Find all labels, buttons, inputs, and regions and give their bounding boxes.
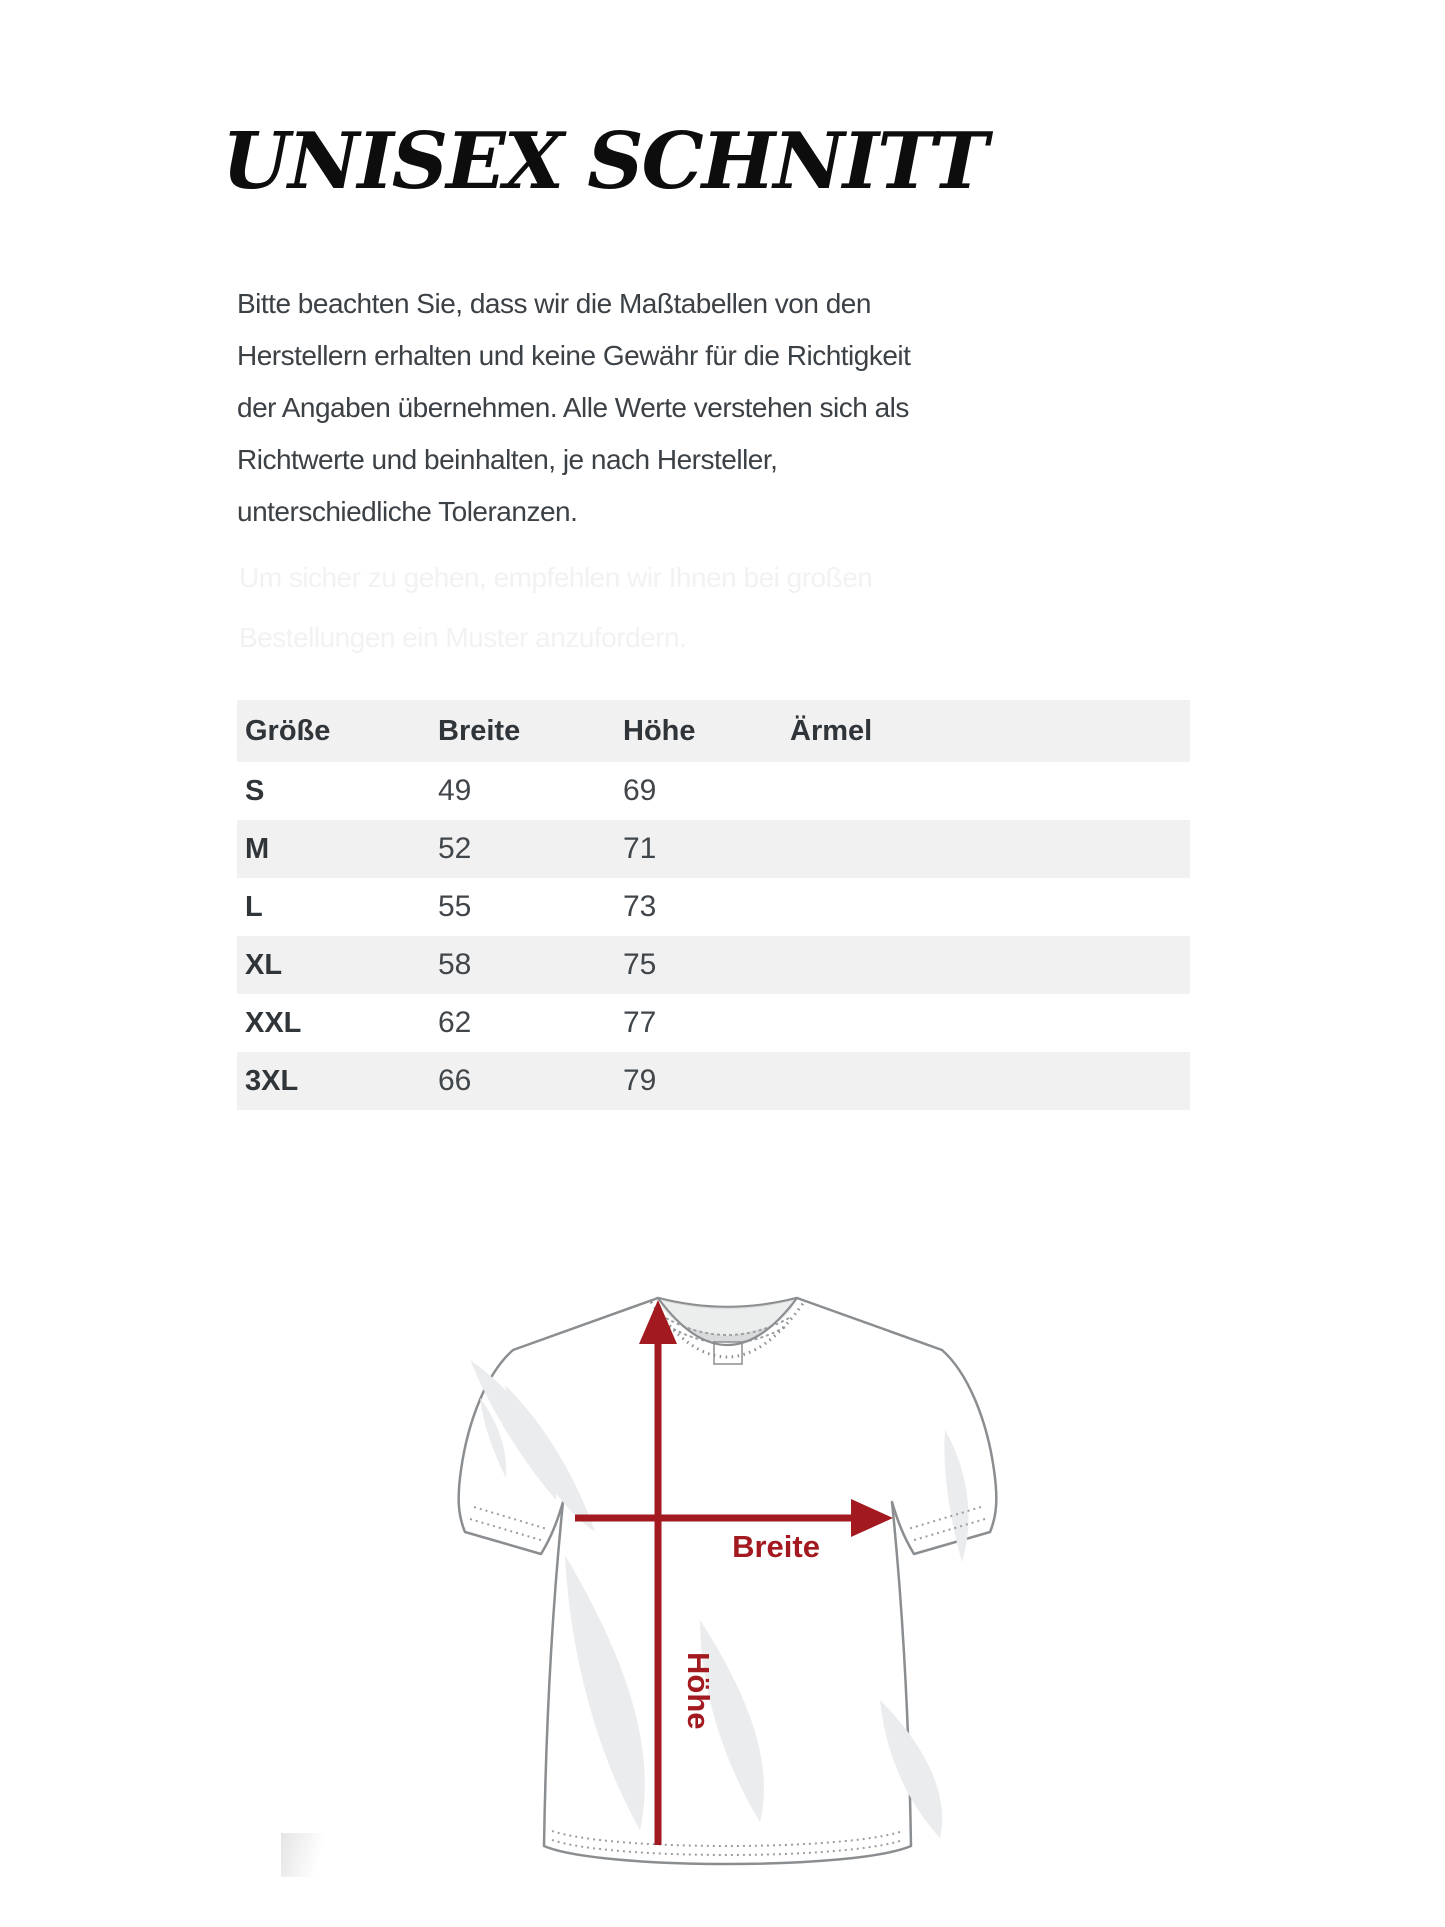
tshirt-measurement-diagram (370, 1235, 1050, 1927)
table-row (237, 994, 1190, 1052)
size-cell: XXL (245, 1006, 302, 1039)
breite-cell: 62 (438, 1006, 472, 1039)
aermel-cell (782, 762, 1190, 820)
faded-note-line: Bestellungen ein Muster anzufordern. (239, 622, 687, 653)
hoehe-cell: 71 (623, 832, 657, 865)
aermel-cell (782, 936, 1190, 994)
size-cell: XL (245, 948, 283, 981)
size-table (237, 700, 1190, 1110)
breite-cell: 66 (438, 1064, 472, 1097)
breite-cell: 58 (438, 948, 472, 981)
aermel-cell (782, 994, 1190, 1052)
width-label: Breite (732, 1529, 820, 1564)
disclaimer-line: Bitte beachten Sie, dass wir die Maßtabellen von den (237, 288, 871, 319)
aermel-cell (782, 878, 1190, 936)
table-row (237, 1052, 1190, 1110)
size-cell: L (245, 890, 263, 923)
table-row (237, 878, 1190, 936)
column-header-aermel: Ärmel (790, 714, 873, 747)
column-header-hoehe: Höhe (623, 714, 696, 747)
size-cell: 3XL (245, 1064, 299, 1097)
table-row (237, 820, 1190, 878)
aermel-cell (782, 820, 1190, 878)
size-cell: S (245, 774, 265, 807)
faded-note (239, 548, 872, 668)
size-cell: M (245, 832, 270, 865)
column-header-groesse: Größe (245, 714, 331, 747)
height-label: Höhe (681, 1652, 716, 1730)
disclaimer-line: Herstellern erhalten und keine Gewähr für die Richtigkeit (237, 340, 911, 371)
breite-cell: 52 (438, 832, 472, 865)
disclaimer-line: unterschiedliche Toleranzen. (237, 496, 578, 527)
disclaimer-line: Richtwerte und beinhalten, je nach Hersteller, (237, 444, 778, 475)
page-title: UNISEX SCHNITT (222, 116, 987, 208)
breite-cell: 49 (438, 774, 472, 807)
hoehe-cell: 73 (623, 890, 657, 923)
hoehe-cell: 69 (623, 774, 657, 807)
image-corner-artifact (281, 1833, 335, 1877)
column-header-breite: Breite (438, 714, 521, 747)
hoehe-cell: 77 (623, 1006, 657, 1039)
disclaimer-paragraph (237, 278, 910, 538)
table-row (237, 762, 1190, 820)
aermel-cell (782, 1052, 1190, 1110)
hoehe-cell: 79 (623, 1064, 657, 1097)
tshirt-illustration (459, 1298, 997, 1864)
faded-note-line: Um sicher zu gehen, empfehlen wir Ihnen bei großen (239, 562, 873, 593)
breite-cell: 55 (438, 890, 472, 923)
hoehe-cell: 75 (623, 948, 657, 981)
disclaimer-line: der Angaben übernehmen. Alle Werte verstehen sich als (237, 392, 909, 423)
size-table-header-row (237, 700, 1190, 762)
table-row (237, 936, 1190, 994)
